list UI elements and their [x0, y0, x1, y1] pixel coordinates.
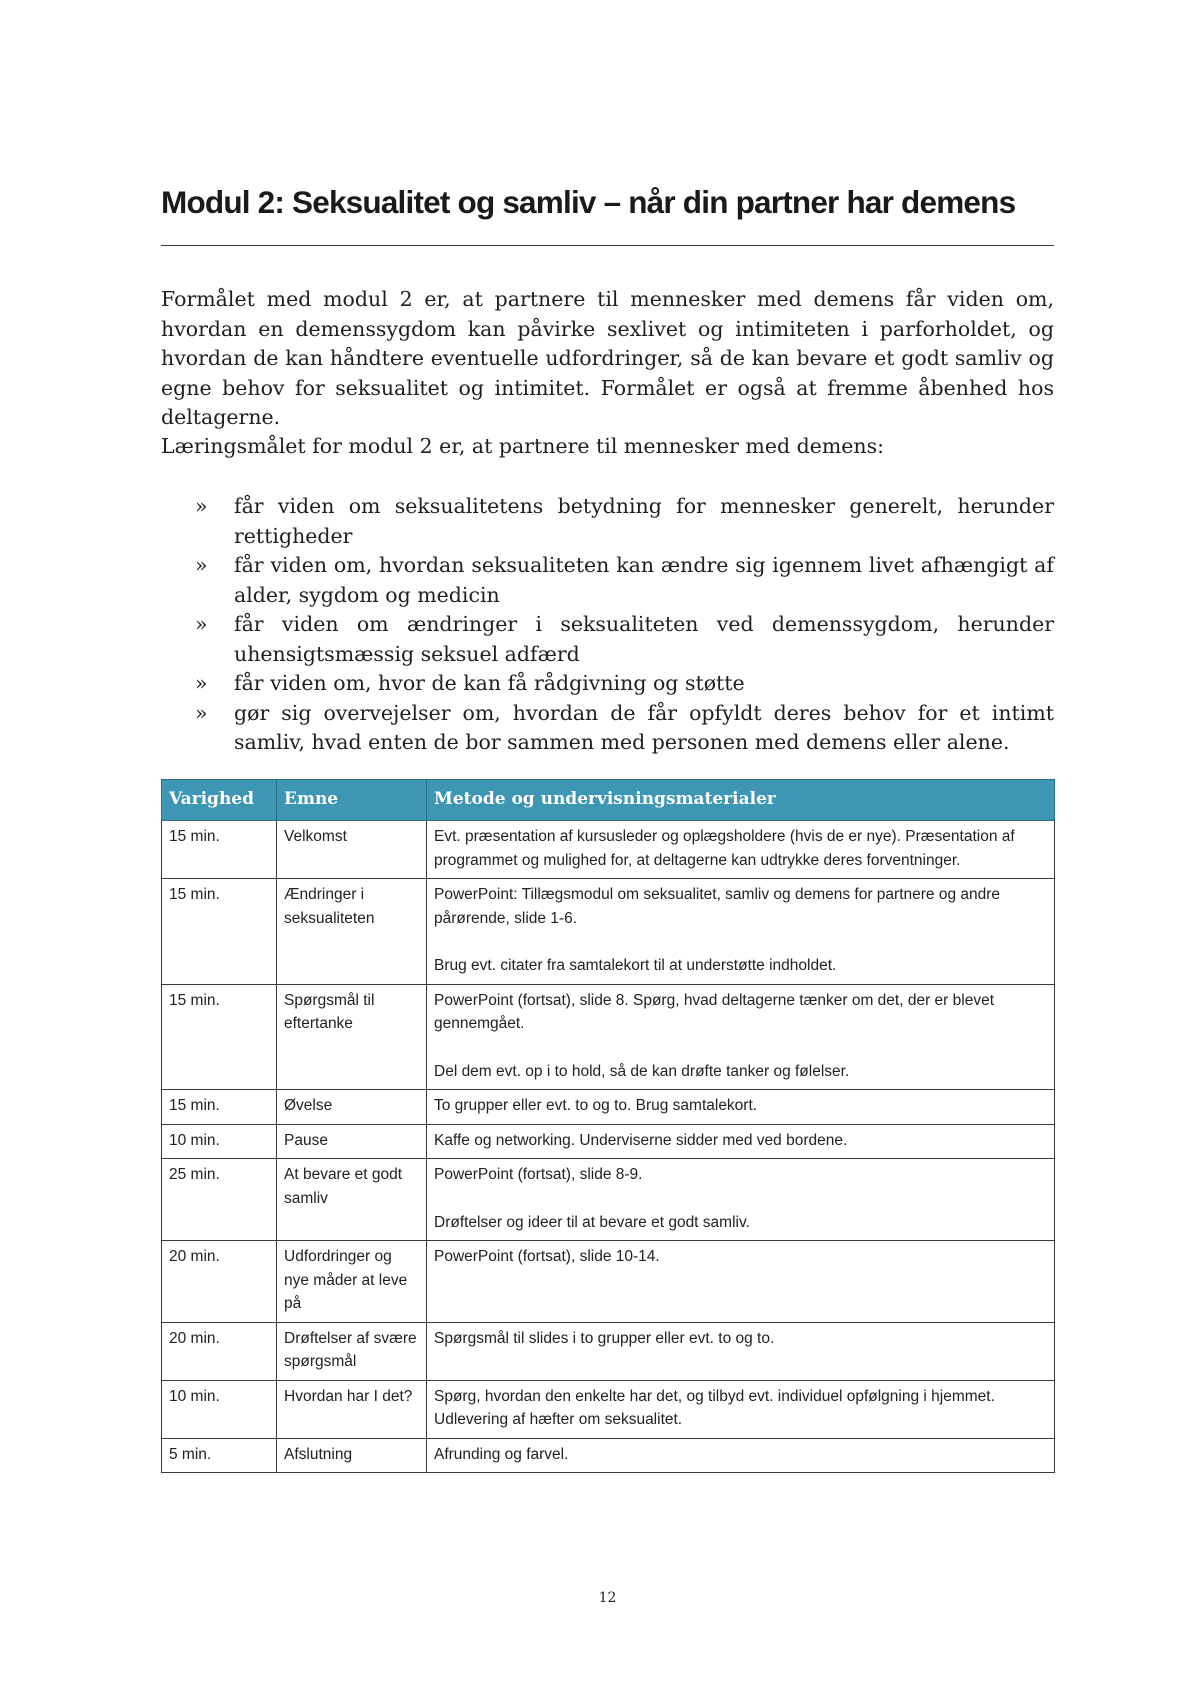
method-text: Kaffe og networking. Underviserne sidder med ved bordene.: [434, 1131, 848, 1149]
duration-cell: 15 min.: [162, 821, 277, 879]
table-row: [162, 879, 1055, 985]
title-divider: [161, 245, 1054, 246]
topic-cell: Pause: [277, 1124, 427, 1159]
list-item: [161, 669, 1054, 699]
topic-cell: Ændringer i seksualiteten: [277, 879, 427, 985]
method-text: PowerPoint: Tillægsmodul om seksualitet, samliv og demens for partnere og andre pårørende, slide 1-6.: [434, 886, 1001, 927]
method-text: PowerPoint (fortsat), slide 8. Spørg, hvad deltagerne tænker om det, der er blevet gennemgået.: [434, 991, 994, 1032]
bullet-marker: »: [195, 671, 208, 695]
list-item: [161, 551, 1054, 610]
method-text: Afrunding og farvel.: [434, 1445, 569, 1463]
table-row: [162, 1090, 1055, 1125]
topic-cell: At bevare et godt samliv: [277, 1159, 427, 1241]
bullet-marker: »: [195, 700, 208, 725]
page-title: Modul 2: Seksualitet og samliv – når din partner har demens: [161, 184, 1016, 220]
column-header-method: Metode og undervisningsmaterialer: [427, 780, 1055, 821]
list-item-text: får viden om ændringer i seksualiteten ved demenssygdom, herunder uhensigtsmæssig seksuel adfærd: [234, 612, 1054, 666]
duration-cell: 15 min.: [162, 1090, 277, 1125]
method-cell: [427, 1124, 1055, 1159]
column-header-topic: Emne: [277, 780, 427, 821]
method-cell: [427, 879, 1055, 985]
page-number: 12: [598, 1590, 617, 1606]
method-cell: [427, 1090, 1055, 1125]
topic-cell: Spørgsmål til eftertanke: [277, 984, 427, 1090]
table-row: [162, 1380, 1055, 1438]
duration-cell: 5 min.: [162, 1438, 277, 1473]
table-row: [162, 1322, 1055, 1380]
method-text: Brug evt. citater fra samtalekort til at understøtte indholdet.: [434, 957, 837, 974]
method-cell: [427, 984, 1055, 1090]
method-text: Spørg, hvordan den enkelte har det, og tilbyd evt. individuel opfølgning i hjemmet. Udlevering af hæfter om seksualitet.: [434, 1387, 995, 1428]
method-text: PowerPoint (fortsat), slide 10-14.: [434, 1248, 660, 1265]
table-row: [162, 1124, 1055, 1159]
method-cell: [427, 821, 1055, 879]
duration-cell: 10 min.: [162, 1124, 277, 1159]
duration-cell: 20 min.: [162, 1241, 277, 1323]
method-cell: [427, 1438, 1055, 1473]
topic-cell: Udfordringer og nye måder at leve på: [277, 1241, 427, 1323]
topic-cell: Drøftelser af svære spørgsmål: [277, 1322, 427, 1380]
method-text: Spørgsmål til slides i to grupper eller evt. to og to.: [434, 1329, 775, 1347]
topic-cell: Hvordan har I det?: [277, 1380, 427, 1438]
table-row: [162, 1159, 1055, 1241]
topic-cell: Velkomst: [277, 821, 427, 879]
list-item-text: får viden om, hvordan seksualiteten kan ændre sig igennem livet afhængigt af alder, sygdom og medicin: [234, 553, 1054, 607]
duration-cell: 20 min.: [162, 1322, 277, 1380]
list-item-text: får viden om, hvor de kan få rådgivning og støtte: [234, 671, 745, 695]
duration-cell: 15 min.: [162, 879, 277, 985]
list-item: [161, 610, 1054, 669]
method-cell: [427, 1159, 1055, 1241]
bullet-marker: »: [195, 612, 208, 636]
method-cell: [427, 1322, 1055, 1380]
duration-cell: 10 min.: [162, 1380, 277, 1438]
list-item: [161, 492, 1054, 551]
method-cell: [427, 1380, 1055, 1438]
method-text: Del dem evt. op i to hold, så de kan drøfte tanker og følelser.: [434, 1062, 850, 1080]
method-text: To grupper eller evt. to og to. Brug samtalekort.: [434, 1097, 758, 1114]
table-header-row: [162, 780, 1055, 821]
learning-goals-list: [161, 492, 1054, 758]
duration-cell: 15 min.: [162, 984, 277, 1090]
method-text: Drøftelser og ideer til at bevare et godt samliv.: [434, 1213, 750, 1231]
learning-goals-lead: Læringsmålet for modul 2 er, at partnere til mennesker med demens:: [161, 434, 885, 458]
topic-cell: Afslutning: [277, 1438, 427, 1473]
method-text: PowerPoint (fortsat), slide 8-9.: [434, 1166, 643, 1183]
table-row: [162, 1438, 1055, 1473]
table-row: [162, 1241, 1055, 1323]
list-item-text: gør sig overvejelser om, hvordan de får opfyldt deres behov for et intimt samliv, hvad enten de bor sammen med personen med demens eller alene.: [234, 700, 1054, 754]
method-text: Evt. præsentation af kursusleder og oplægsholdere (hvis de er nye). Præsentation af programmet og mulighed for, at deltagerne kan udtrykke deres forventninger.: [434, 828, 1015, 869]
column-header-duration: Varighed: [162, 780, 277, 821]
bullet-marker: »: [195, 553, 208, 577]
bullet-marker: »: [195, 494, 208, 518]
list-item-text: får viden om seksualitetens betydning for mennesker generelt, herunder rettigheder: [234, 494, 1054, 548]
program-table: [161, 779, 1055, 1473]
table-row: [162, 984, 1055, 1090]
duration-cell: 25 min.: [162, 1159, 277, 1241]
intro-paragraph: Formålet med modul 2 er, at partnere til mennesker med demens får viden om, hvordan en demenssygdom kan påvirke sexlivet og intimiteten i parforholdet, og hvordan de kan håndtere eventuelle udfordringer, så de kan bevare et godt samliv og egne behov for seksualitet og intimitet. Formålet er også at fremme åbenhed hos deltagerne.: [161, 287, 1054, 429]
table-row: [162, 821, 1055, 879]
topic-cell: Øvelse: [277, 1090, 427, 1125]
list-item: [161, 699, 1054, 758]
method-cell: [427, 1241, 1055, 1323]
